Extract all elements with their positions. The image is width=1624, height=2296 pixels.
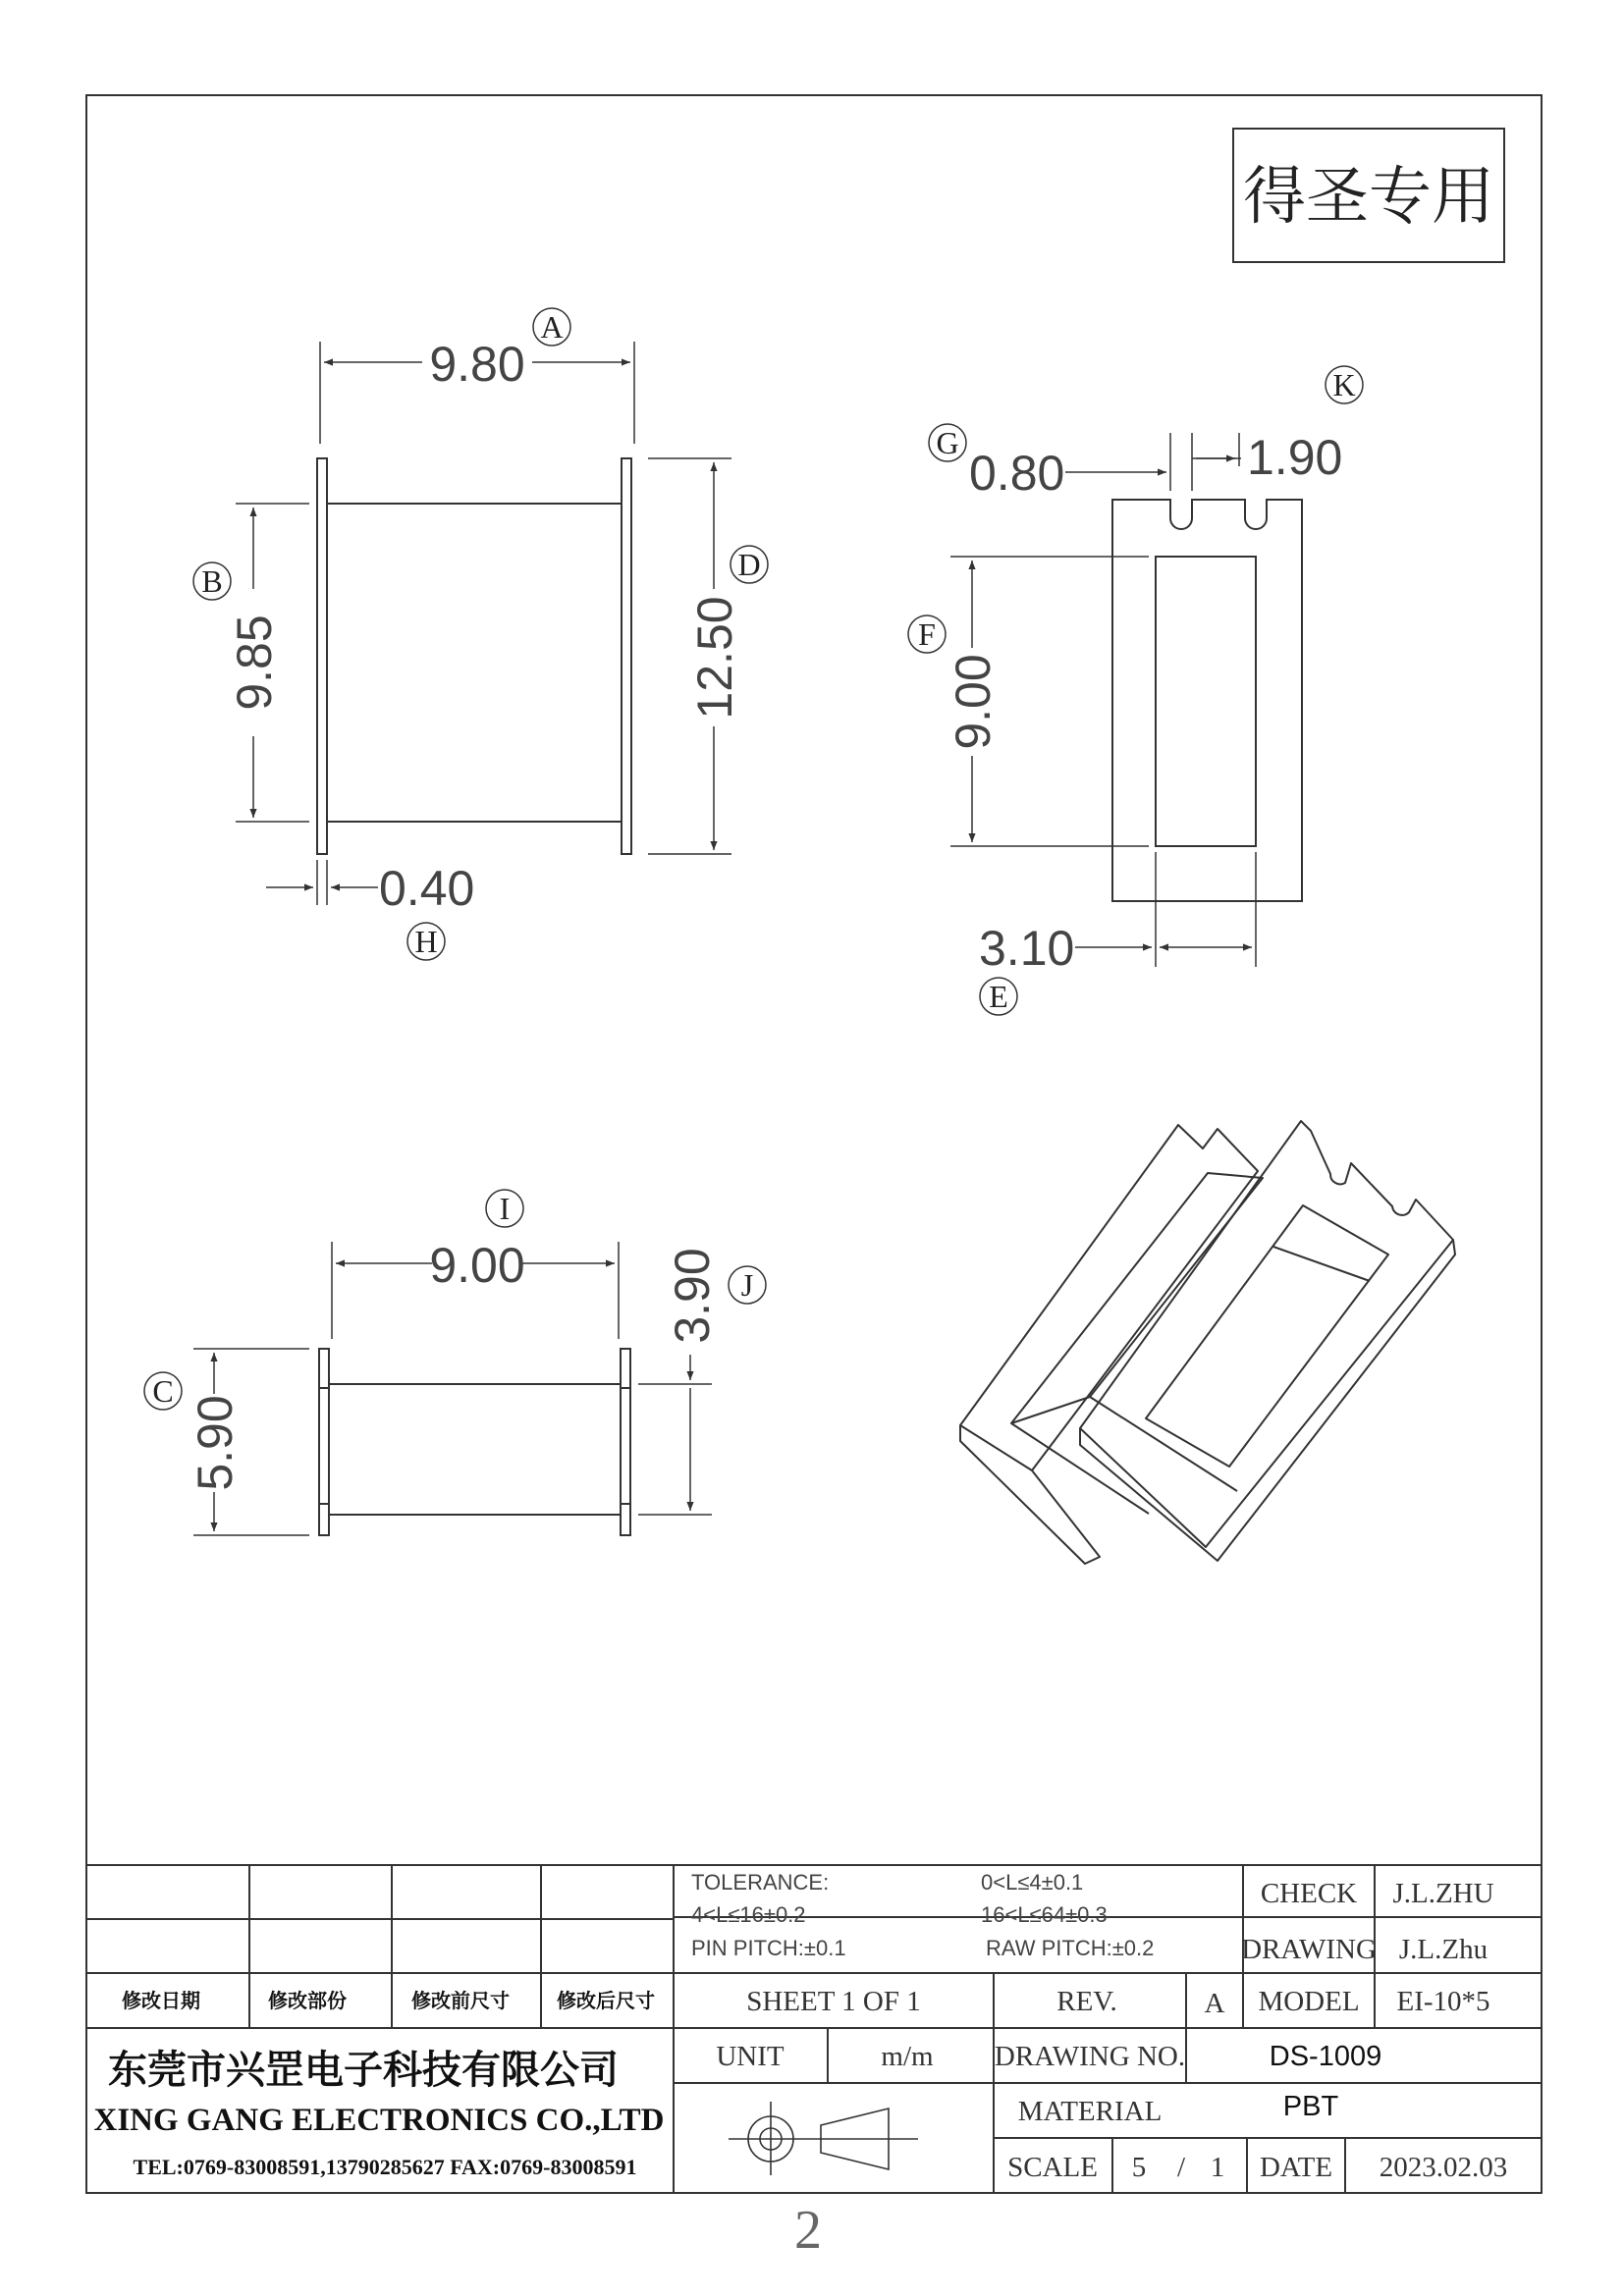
rev-header-date: 修改日期: [122, 1989, 200, 2012]
dim-D-value: 12.50: [687, 596, 742, 720]
end-view-labels: [918, 367, 1355, 1014]
rev-header-part: 修改部份: [268, 1989, 347, 2012]
front-view: [317, 458, 631, 854]
dim-G-value: 0.80: [969, 446, 1065, 501]
dim-B-ref: B: [201, 563, 223, 599]
end-window: [1156, 557, 1256, 846]
scale-num: 5: [1131, 2152, 1147, 2183]
rev-value: A: [1204, 1988, 1225, 2019]
stamp-text: 得圣专用: [1243, 161, 1494, 234]
scale-label: SCALE: [1007, 2152, 1098, 2183]
tolerance-3: 16<L≤64±0.3: [981, 1902, 1108, 1927]
unit-value: m/m: [881, 2041, 934, 2072]
check-label: CHECK: [1260, 1878, 1358, 1909]
dim-J-ref: J: [740, 1267, 754, 1303]
dim-I-ref: I: [499, 1191, 511, 1226]
rev-header-before: 修改前尺寸: [411, 1989, 510, 2012]
drawing-label: DRAWING: [1241, 1934, 1377, 1965]
rev-label: REV.: [1056, 1986, 1117, 2017]
check-value: J.L.ZHU: [1392, 1878, 1494, 1909]
side-view-labels: [152, 1191, 753, 1491]
unit-label: UNIT: [716, 2041, 785, 2072]
tolerance-2: 4<L≤16±0.2: [691, 1902, 806, 1927]
end-outline: [1112, 500, 1302, 901]
front-view-labels: [201, 309, 760, 959]
sheet-text: SHEET 1 OF 1: [746, 1986, 921, 2017]
date-value: 2023.02.03: [1379, 2152, 1508, 2183]
model-value: EI-10*5: [1396, 1986, 1490, 2017]
pin-pitch: PIN PITCH:±0.1: [691, 1936, 846, 1960]
dim-B-value: 9.85: [227, 614, 282, 711]
dim-E-ref: E: [989, 979, 1008, 1014]
drawing-no-label: DRAWING NO.: [994, 2041, 1186, 2072]
page-number: 2: [794, 2200, 822, 2261]
material-value: PBT: [1282, 2091, 1339, 2122]
dim-F-ref: F: [918, 616, 936, 652]
company-cn: 东莞市兴罡电子科技有限公司: [108, 2048, 619, 2093]
scale-separator: /: [1176, 2152, 1186, 2183]
front-left-flange: [317, 458, 327, 854]
dim-D-ref: D: [737, 547, 761, 582]
dim-H-ref: H: [414, 924, 438, 959]
company-en: XING GANG ELECTRONICS CO.,LTD: [93, 2103, 665, 2138]
dim-F-value: 9.00: [946, 654, 1001, 750]
drawing-no-value: DS-1009: [1269, 2041, 1382, 2072]
title-block: [86, 1865, 1542, 2193]
tolerance-label: TOLERANCE:: [691, 1870, 830, 1895]
material-label: MATERIAL: [1017, 2096, 1163, 2127]
tolerance-1: 0<L≤4±0.1: [981, 1870, 1084, 1895]
isometric-view: [960, 1121, 1455, 1564]
dim-A-ref: A: [540, 309, 564, 345]
rev-header-after: 修改后尺寸: [557, 1989, 655, 2012]
dim-H-value: 0.40: [379, 861, 475, 916]
drawing-value: J.L.Zhu: [1398, 1934, 1489, 1965]
side-left-flange: [319, 1349, 329, 1535]
dim-E-value: 3.10: [979, 921, 1075, 976]
end-view: [1112, 500, 1302, 901]
dim-G-ref: G: [936, 425, 959, 460]
front-right-flange: [622, 458, 631, 854]
dim-K-value: 1.90: [1247, 430, 1343, 485]
dim-J-value: 3.90: [665, 1248, 720, 1344]
projection-symbol: [729, 2102, 918, 2175]
dim-A-value: 9.80: [429, 337, 525, 392]
raw-pitch: RAW PITCH:±0.2: [986, 1936, 1155, 1960]
model-label: MODEL: [1258, 1986, 1360, 2017]
dim-C-ref: C: [152, 1373, 174, 1409]
dim-K-ref: K: [1332, 367, 1356, 402]
company-contact: TEL:0769-83008591,13790285627 FAX:0769-83008591: [133, 2155, 637, 2179]
side-right-flange: [621, 1349, 630, 1535]
date-label: DATE: [1259, 2152, 1333, 2183]
stamp-box: [1233, 129, 1504, 262]
dim-C-value: 5.90: [188, 1395, 243, 1491]
side-view: [319, 1349, 630, 1535]
dim-I-value: 9.00: [429, 1238, 525, 1293]
scale-den: 1: [1210, 2152, 1225, 2183]
